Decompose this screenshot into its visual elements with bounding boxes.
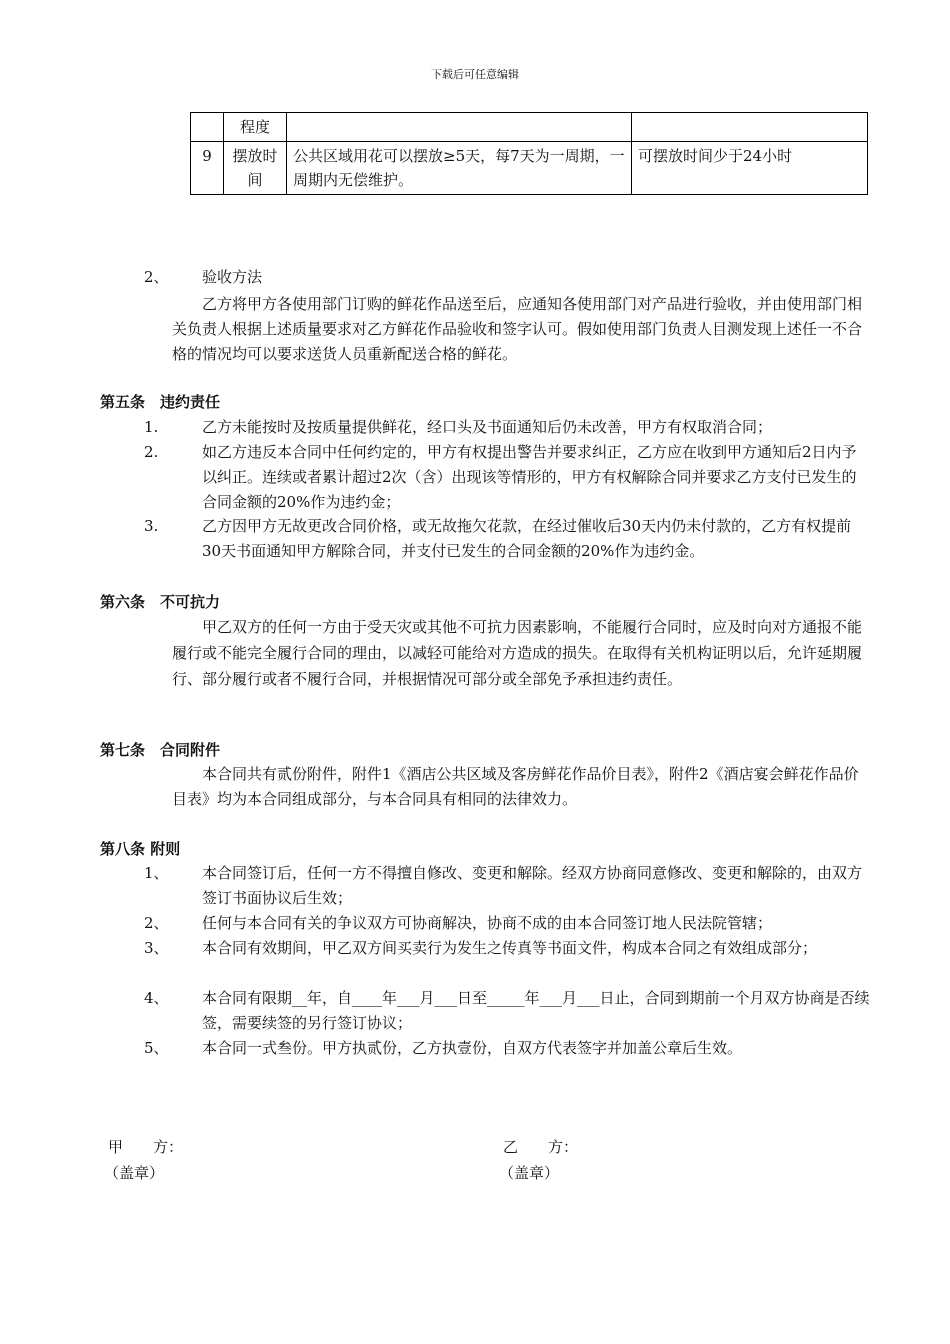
list-item-number: 5、: [144, 1039, 169, 1057]
acceptance-title: 验收方法: [202, 268, 263, 286]
table-cell-standard: 公共区域用花可以摆放≥5天，每7天为一周期，一周期内无偿维护。: [287, 142, 632, 195]
article-8-title: 第八条 附则: [100, 840, 181, 858]
list-item: [144, 514, 870, 564]
party-b-seal: （盖章）: [499, 1164, 560, 1182]
list-item-text: 本合同有效期间，甲乙双方间买卖行为发生之传真等书面文件，构成本合同之有效组成部分；: [202, 939, 818, 957]
table-cell-unqualified: 可摆放时间少于24小时: [632, 142, 868, 195]
table-cell-unqualified: [632, 113, 868, 142]
table-cell-item: 程度: [224, 113, 287, 142]
list-item-text: 本合同有限期__年，自____年___月___日至_____年___月___日止，合同到期前一个月双方协商是否续签，需要续签的另行签订协议；: [202, 989, 870, 1032]
list-item-number: 1.: [144, 418, 159, 436]
article-7-body: 本合同共有贰份附件，附件1《酒店公共区域及客房鲜花作品价目表》，附件2《酒店宴会鲜花作品价目表》均为本合同组成部分，与本合同具有相同的法律效力。: [172, 765, 859, 808]
list-item-text: 乙方因甲方无故更改合同价格，或无故拖欠花款，在经过催收后30天内仍未付款的，乙方有权提前30天书面通知甲方解除合同，并支付已发生的合同金额的20%作为违约金。: [202, 517, 852, 560]
article-5-title: 第五条 违约责任: [100, 393, 221, 411]
table-row: [191, 142, 868, 195]
list-item-number: 2、: [144, 914, 169, 932]
table-cell-index: [191, 113, 224, 142]
article-6-title: 第六条 不可抗力: [100, 593, 221, 611]
list-item-number: 3、: [144, 939, 169, 957]
acceptance-number: 2、: [144, 268, 169, 286]
list-item: [144, 415, 870, 440]
table-cell-item: 摆放时间: [224, 142, 287, 195]
table-cell-index: 9: [191, 142, 224, 195]
list-item-text: 任何与本合同有关的争议双方可协商解决，协商不成的由本合同签订地人民法院管辖；: [202, 914, 773, 932]
list-item: [144, 1036, 870, 1061]
list-item-number: 3.: [144, 517, 159, 535]
article-7-title: 第七条 合同附件: [100, 741, 221, 759]
party-a-seal: （盖章）: [104, 1164, 165, 1182]
party-a-label: 甲 方：: [108, 1138, 184, 1156]
list-item-text: 本合同一式叁份。甲方执贰份，乙方执壹份，自双方代表签字并加盖公章后生效。: [202, 1039, 743, 1057]
article-6-body: 甲乙双方的任何一方由于受天灾或其他不可抗力因素影响，不能履行合同时，应及时向对方通报不能履行或不能完全履行合同的理由，以减轻可能给对方造成的损失。在取得有关机构证明以后，允许延期履行、部分履行或者不履行合同，并根据情况可部分或全部免予承担违约责任。: [172, 618, 863, 688]
list-item-number: 2.: [144, 443, 159, 461]
list-item: [144, 986, 870, 1036]
list-item: [144, 440, 870, 515]
list-item-text: 本合同签订后，任何一方不得擅自修改、变更和解除。经双方协商同意修改、变更和解除的，由双方签订书面协议后生效；: [202, 864, 863, 907]
party-b-label: 乙 方：: [503, 1138, 579, 1156]
quality-spec-table: [190, 112, 868, 195]
page-header-note: 下载后可任意编辑: [431, 68, 519, 81]
list-item-text: 乙方未能按时及按质量提供鲜花，经口头及书面通知后仍未改善，甲方有权取消合同；: [202, 418, 773, 436]
table-cell-standard: [287, 113, 632, 142]
list-item-number: 4、: [144, 989, 169, 1007]
list-item: [144, 911, 870, 936]
table-row: [191, 113, 868, 142]
list-item: [144, 936, 870, 986]
list-item: [144, 861, 870, 911]
list-item-number: 1、: [144, 864, 169, 882]
acceptance-body: 乙方将甲方各使用部门订购的鲜花作品送至后，应通知各使用部门对产品进行验收，并由使用部门相关负责人根据上述质量要求对乙方鲜花作品验收和签字认可。假如使用部门负责人目测发现上述任一不合格的情况均可以要求送货人员重新配送合格的鲜花。: [172, 295, 863, 363]
list-item-text: 如乙方违反本合同中任何约定的，甲方有权提出警告并要求纠正，乙方应在收到甲方通知后2日内予以纠正。连续或者累计超过2次（含）出现该等情形的，甲方有权解除合同并要求乙方支付已发生的合同金额的20%作为违约金；: [202, 443, 857, 511]
